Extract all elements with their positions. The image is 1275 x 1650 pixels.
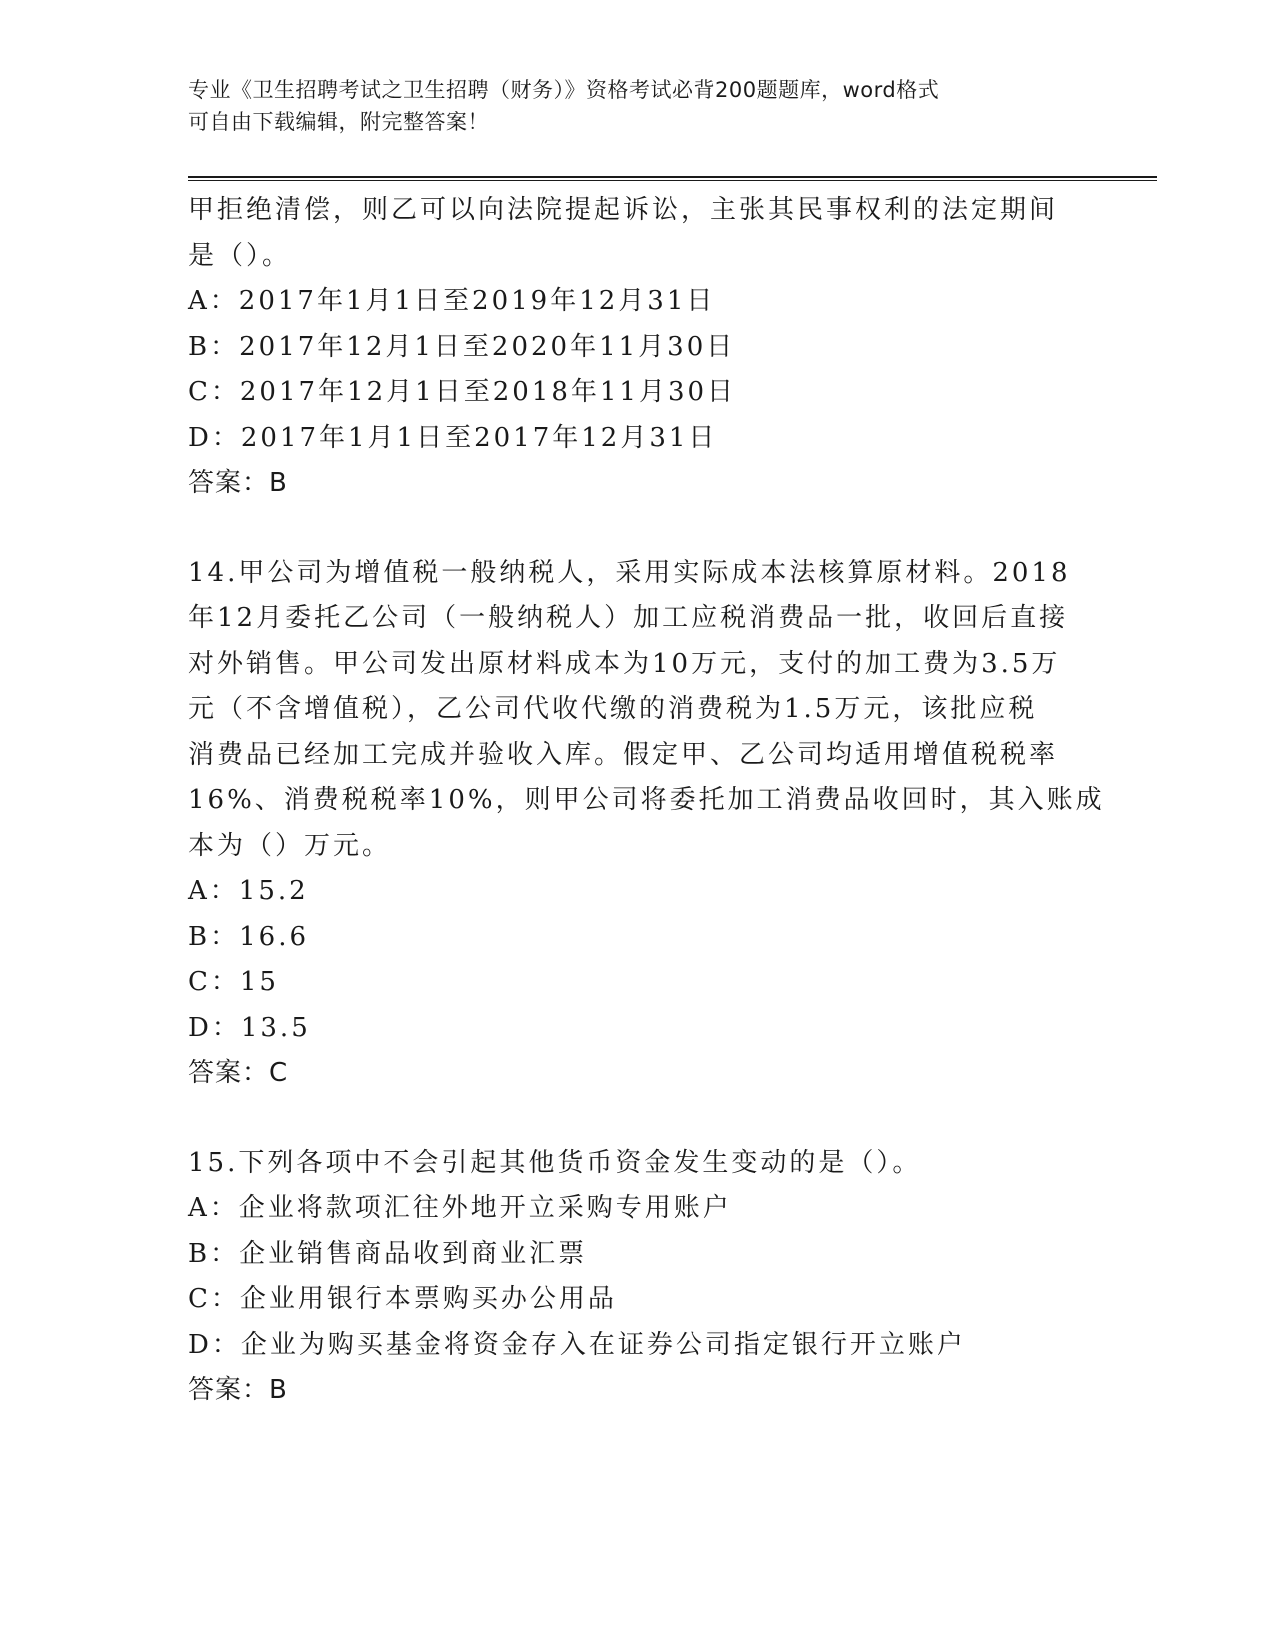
- question-stem-line: 对外销售。甲公司发出原材料成本为10万元，支付的加工费为3.5万: [188, 648, 1061, 679]
- question-stem-line: 14.甲公司为增值税一般纳税人，采用实际成本法核算原材料。2018: [188, 557, 1071, 588]
- option-c: C：2017年12月1日至2018年11月30日: [188, 377, 737, 407]
- question-stem-line: 甲拒绝清偿，则乙可以向法院提起诉讼，主张其民事权利的法定期间: [188, 195, 1059, 225]
- option-d: D：13.5: [188, 1012, 311, 1043]
- option-b: B：企业销售商品收到商业汇票: [188, 1238, 588, 1269]
- question-spacer: [188, 507, 1088, 551]
- header-divider: [188, 176, 1157, 181]
- option-d: D：企业为购买基金将资金存入在证券公司指定银行开立账户: [188, 1329, 966, 1360]
- option-b: B：16.6: [188, 921, 309, 952]
- question-stem-line: 是（）。: [188, 240, 292, 271]
- question-stem-line: 年12月委托乙公司（一般纳税人）加工应税消费品一批，收回后直接: [188, 603, 1069, 633]
- option-b: B：2017年12月1日至2020年11月30日: [188, 331, 736, 362]
- option-a: A：15.2: [188, 876, 309, 906]
- question-list: [188, 188, 1105, 1414]
- page-header: [188, 74, 1068, 138]
- answer-line: 答案：B: [188, 1375, 288, 1405]
- question-block: [188, 1141, 1088, 1414]
- question-block: [188, 188, 1088, 507]
- answer-line: 答案：B: [188, 468, 288, 498]
- question-spacer: [188, 1097, 1088, 1141]
- header-line-2: 可自由下载编辑，附完整答案！: [188, 110, 489, 134]
- answer-line: 答案：C: [188, 1058, 289, 1088]
- option-d: D：2017年1月1日至2017年12月31日: [188, 422, 718, 453]
- option-c: C：企业用银行本票购买办公用品: [188, 1284, 617, 1314]
- option-a: A：2017年1月1日至2019年12月31日: [188, 286, 716, 316]
- question-stem-line: 16%、消费税税率10%，则甲公司将委托加工消费品收回时，其入账成: [188, 785, 1105, 815]
- question-stem-line: 消费品已经加工完成并验收入库。假定甲、乙公司均适用增值税税率: [188, 739, 1059, 770]
- question-block: [188, 551, 1105, 1097]
- question-stem-line: 本为（）万元。: [188, 830, 392, 861]
- question-stem-line: 元（不含增值税），乙公司代收代缴的消费税为1.5万元，该批应税: [188, 694, 1038, 724]
- option-a: A：企业将款项汇往外地开立采购专用账户: [188, 1193, 732, 1223]
- header-line-1: 专业《卫生招聘考试之卫生招聘（财务）》资格考试必背200题题库，word格式: [188, 78, 940, 102]
- question-stem-line: 15.下列各项中不会引起其他货币资金发生变动的是（）。: [188, 1147, 922, 1178]
- option-c: C：15: [188, 967, 279, 997]
